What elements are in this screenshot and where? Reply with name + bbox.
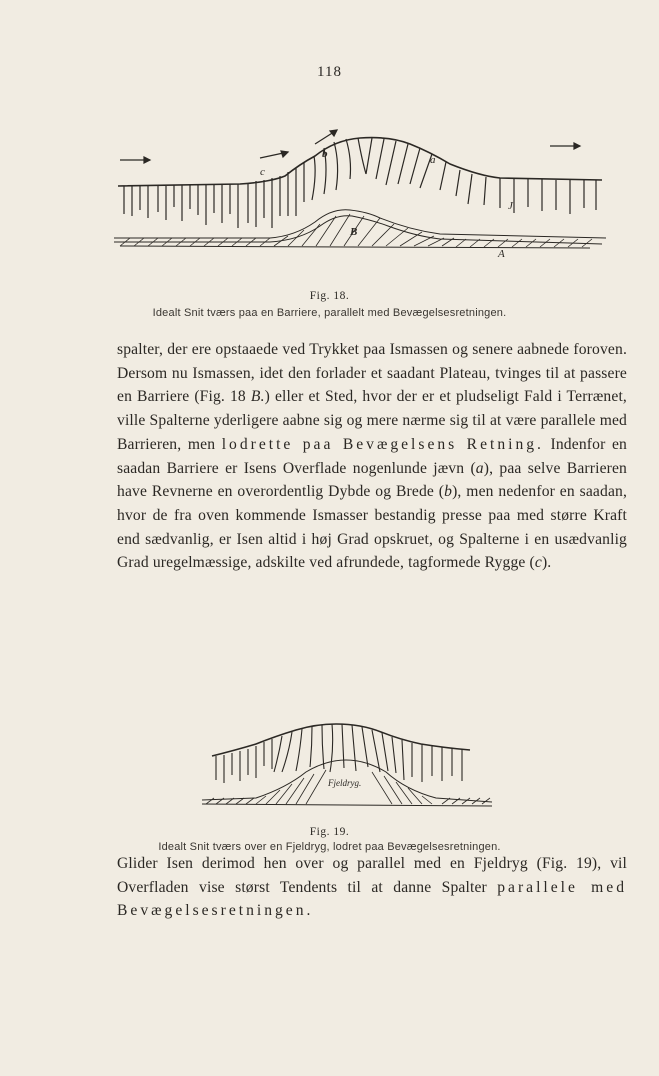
text-segment: Glider Isen derimod hen over og parallel med en Fjeldryg (Fig. 19), vil Overfladen vise størst Tendents til at danne Spalter <box>117 855 627 896</box>
paragraph-1 <box>117 338 627 575</box>
marker-b: b <box>322 148 328 160</box>
ref-c: c <box>534 554 542 572</box>
spaced-emphasis: lodrette paa Bevægelsens Retning. <box>221 435 544 453</box>
ref-a: a <box>475 459 484 477</box>
text-segment: ) eller et Sted, hvor der er et pludseligt Fald i Terrænet, ville Spalterne yderligere aabne sig og mere nærme sig til at være parallele med Barrieren, men <box>117 388 627 453</box>
text-segment: Indenfor en saadan Barriere er Isens Overflade nogenlunde jævn ( <box>117 435 627 477</box>
figure-ref-B: B. <box>250 388 265 406</box>
text-segment: ), paa selve Barrieren have Revnerne en overordentlig Dybde og Brede ( <box>117 459 627 501</box>
figure-18-caption: Idealt Snit tværs paa en Barriere, parallelt med Bevægelsesretningen. <box>152 307 507 319</box>
marker-j: J <box>508 200 513 212</box>
figure-19-caption: Idealt Snit tværs over en Fjeldryg, lodret paa Bevægelsesretningen. <box>158 841 501 853</box>
marker-a: a <box>430 154 436 166</box>
figure-19-label: Fig. 19. <box>309 826 350 838</box>
text-segment: spalter, der ere opstaaede ved Trykket paa Ismassen og senere aabnede foroven. Dersom nu Ismassen, idet den forlader et saadant Plateau, tvinges til at passere en Barriere (Fig. 18 <box>117 341 627 406</box>
figure-18-label: Fig. 18. <box>309 290 350 302</box>
figure-18-illustration <box>110 126 610 276</box>
ref-b: b <box>444 483 453 501</box>
spaced-emphasis: parallele med Bevægelsesretningen. <box>117 878 627 920</box>
paragraph-2 <box>117 852 627 923</box>
fjeldryg-label: Fjeldryg. <box>328 778 362 788</box>
page-number: 118 <box>317 64 342 80</box>
text-segment: ), men nedenfor en saadan, hvor de fra oven kommende Ismasser bestandig presse paa med større Kraft end sædvanlig, er Isen altid i høj Grad opskruet, og Spalterne i en usædvanlig Grad uregelmæssige, adskilte ved afrundede, tagformede Rygge ( <box>117 483 628 572</box>
marker-A: A <box>498 248 505 260</box>
marker-B: B <box>350 226 358 238</box>
text-segment: ). <box>541 554 552 572</box>
figure-19-illustration <box>196 718 496 824</box>
marker-c: c <box>260 166 265 178</box>
